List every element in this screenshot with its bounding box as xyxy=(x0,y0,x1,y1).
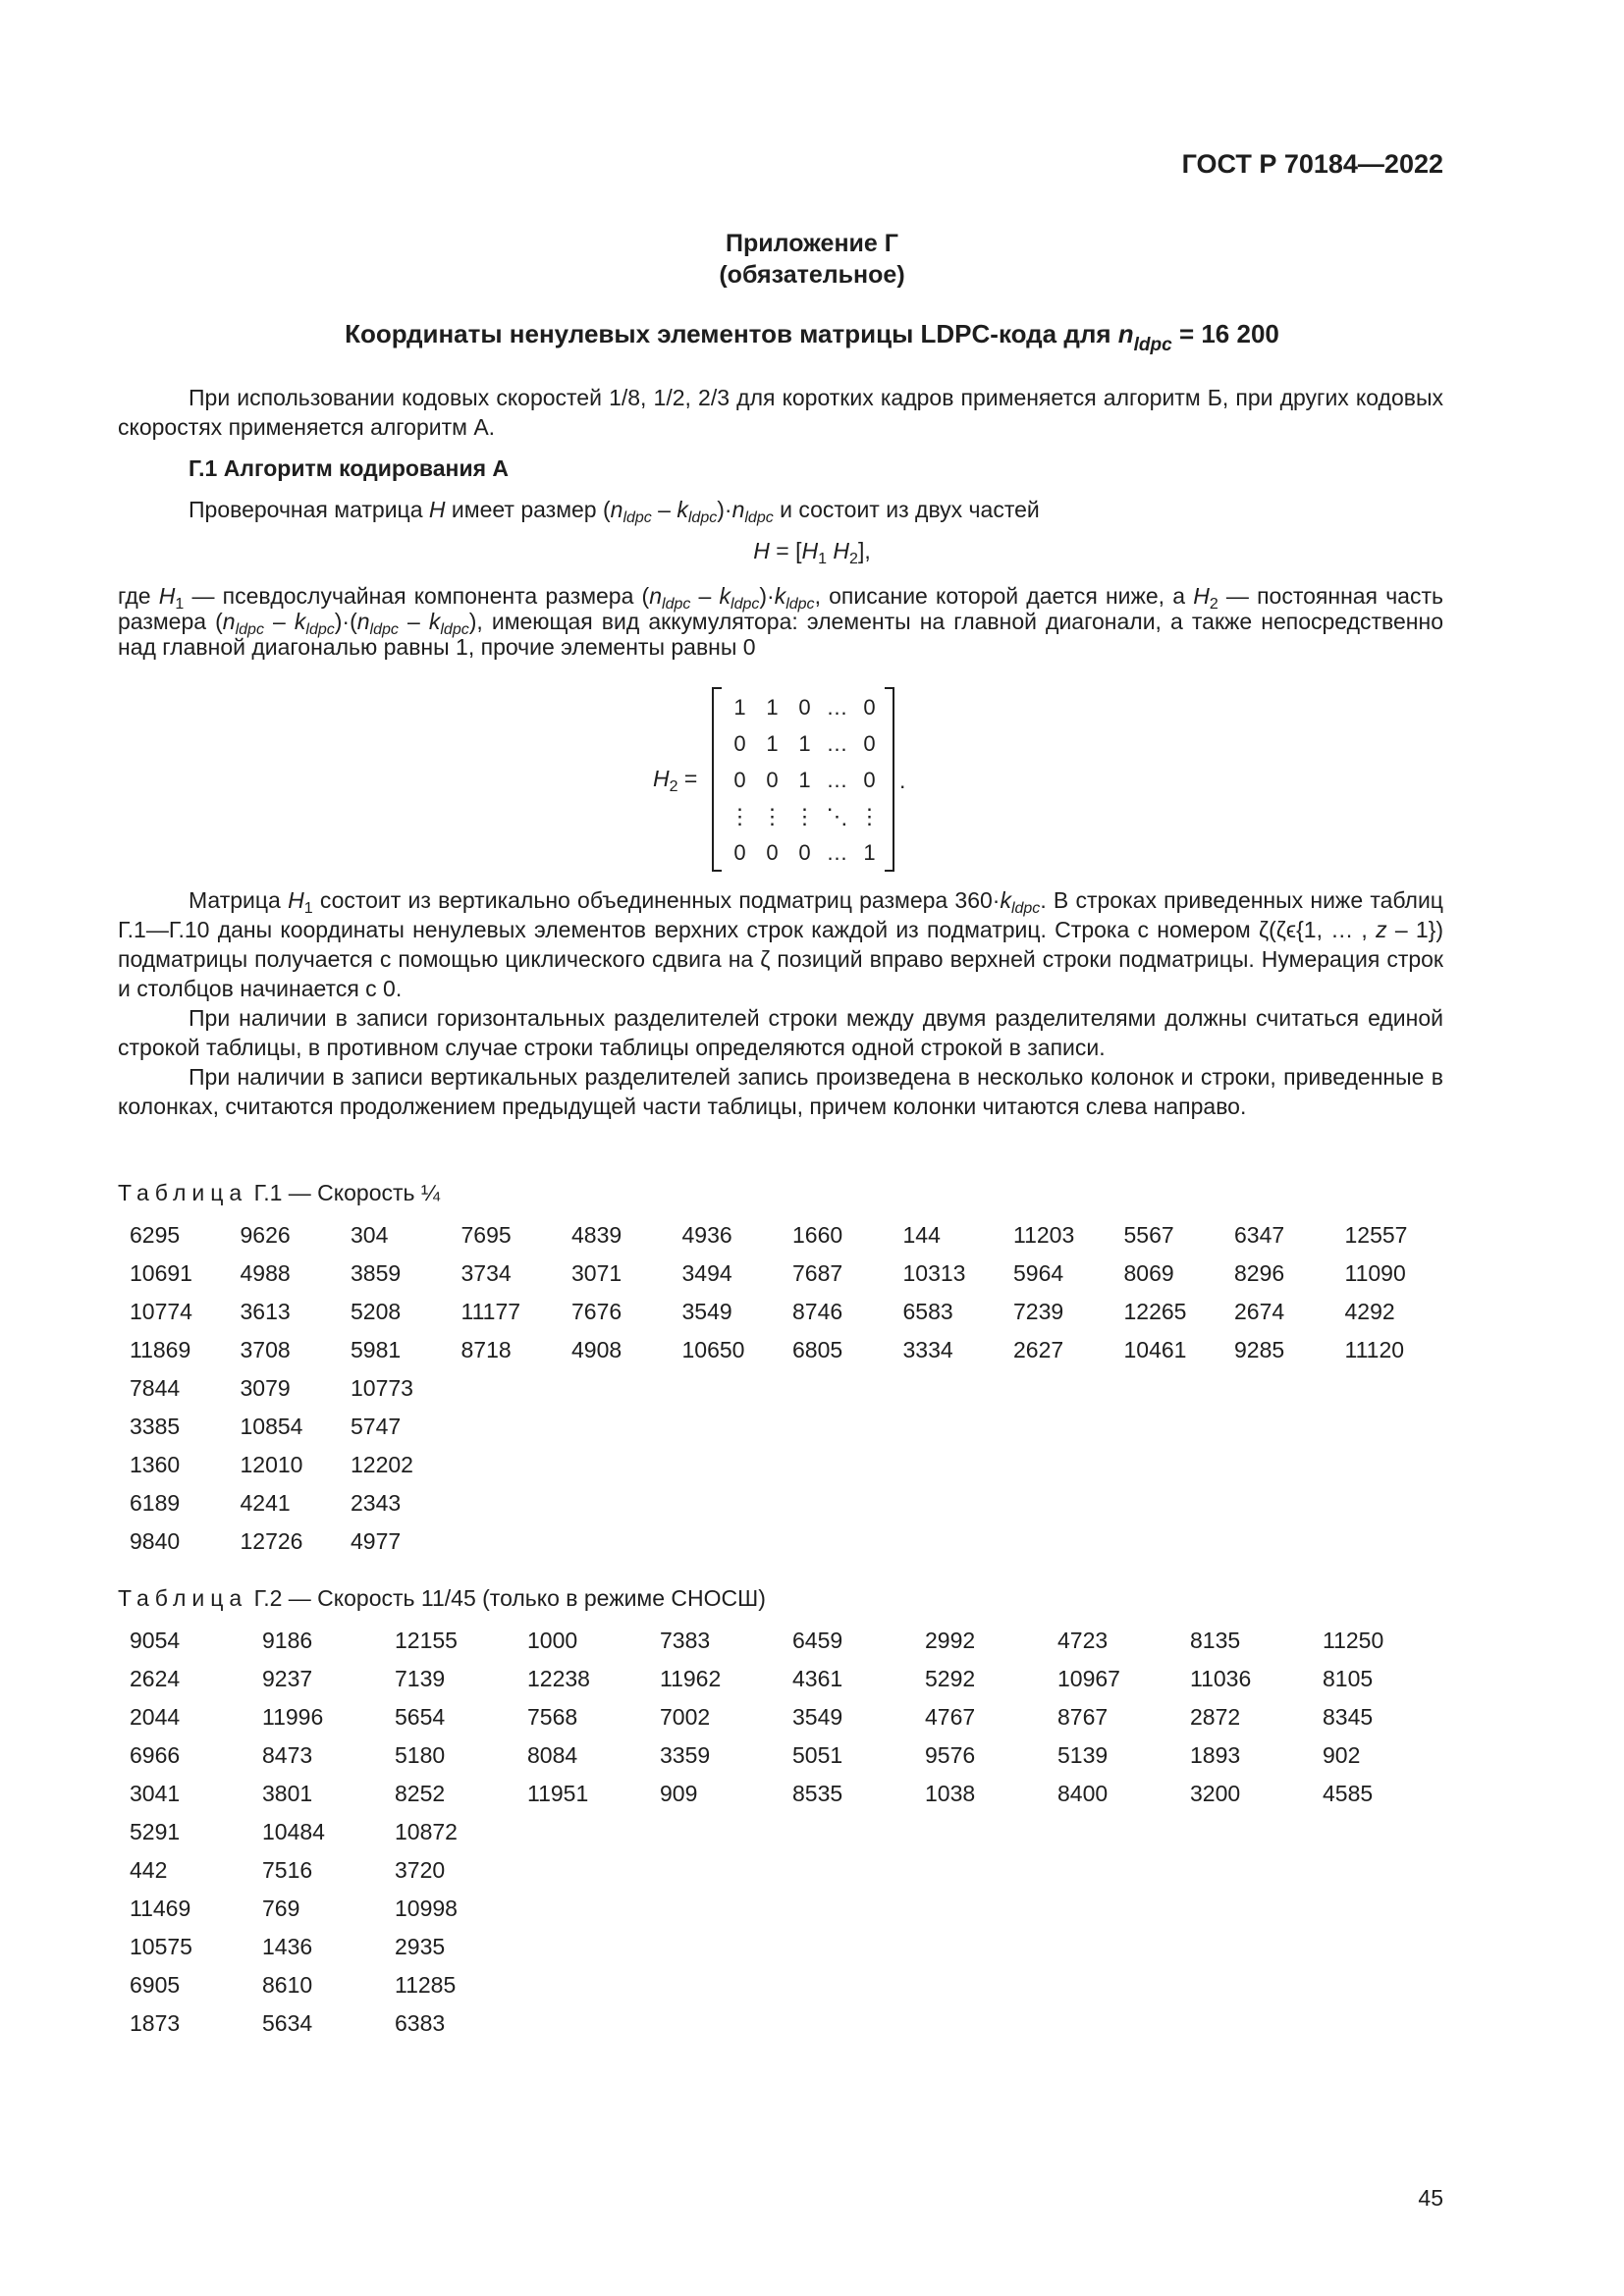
matrix-cell: 0 xyxy=(798,694,811,720)
document-code: ГОСТ Р 70184—2022 xyxy=(1181,149,1443,179)
table-cell xyxy=(1057,1972,1190,2010)
table-cell xyxy=(1345,1490,1456,1528)
matrix-cell: ⋮ xyxy=(729,803,751,828)
table-cell xyxy=(571,1528,682,1567)
paragraph-h-parts: где $H_1$ — псевдослучайная компонента размера $(n_{ldpc} - k_{ldpc})\cdot k_{ldpc}$, описание которой дается ниже, а $H_2$ — постоянная часть размера $(n_{ldpc} - k_{ldpc})\cdot(n_{ldpc} - k_{ldpc})$, имеющая вид аккумулятора: элементы на главной диагонали, а также непосредственно над главной диагональю равны 1, прочие элементы равны 0 xyxy=(118,583,1443,660)
table-cell xyxy=(1190,2010,1323,2049)
table-cell: 10484 xyxy=(262,1819,325,1844)
table-cell xyxy=(792,1528,903,1567)
table-cell: 1873 xyxy=(130,2010,181,2036)
table-cell: 8252 xyxy=(395,1781,446,1806)
table1 xyxy=(130,1222,1455,1567)
matrix-cell: 1 xyxy=(863,839,876,865)
table-cell: 4936 xyxy=(681,1222,732,1248)
table-cell: 10773 xyxy=(351,1375,413,1401)
table-cell: 7568 xyxy=(527,1704,578,1730)
table-cell: 7002 xyxy=(660,1704,711,1730)
matrix-body xyxy=(712,687,894,870)
table-cell: 3720 xyxy=(395,1857,446,1883)
table-cell: 5747 xyxy=(351,1414,402,1439)
table-cell xyxy=(682,1452,793,1490)
matrix-cell: 0 xyxy=(863,694,876,720)
table-cell: 1893 xyxy=(1190,1742,1241,1768)
table-cell: 10998 xyxy=(395,1896,458,1921)
table-cell: 6583 xyxy=(902,1299,953,1324)
table-cell: 12155 xyxy=(395,1628,458,1653)
table-cell xyxy=(461,1490,572,1528)
table-cell: 5567 xyxy=(1123,1222,1174,1248)
table-cell: 3549 xyxy=(792,1704,843,1730)
paragraph-horizontal-separators: При наличии в записи горизонтальных разделителей строки между двумя разделителями должны считаться единой строкой таблицы, в противном случае строки таблицы определяются одной строкой в записи. xyxy=(118,1005,1443,1060)
table-cell xyxy=(461,1452,572,1490)
table-cell xyxy=(903,1528,1014,1567)
table-cell xyxy=(682,1490,793,1528)
table-cell: 4767 xyxy=(925,1704,976,1730)
table-cell: 7383 xyxy=(660,1628,711,1653)
table-cell: 5292 xyxy=(925,1666,976,1691)
table-cell: 10967 xyxy=(1057,1666,1120,1691)
table-cell: 12265 xyxy=(1123,1299,1187,1324)
table-cell: 5964 xyxy=(1013,1260,1064,1286)
formula-h: $H = [H_1$ $H_2$], xyxy=(753,538,871,567)
table-cell xyxy=(1323,1819,1455,1857)
matrix-cell: 0 xyxy=(798,839,811,865)
table-cell: 10313 xyxy=(902,1260,966,1286)
table-cell xyxy=(1190,1972,1323,2010)
table-cell: 5051 xyxy=(792,1742,843,1768)
table-cell: 6905 xyxy=(130,1972,181,1998)
table-cell xyxy=(1234,1414,1345,1452)
table-cell: 4361 xyxy=(792,1666,843,1691)
table-cell xyxy=(903,1375,1014,1414)
table-cell: 8345 xyxy=(1323,1704,1374,1730)
table-cell: 9576 xyxy=(925,1742,976,1768)
matrix-cell: 0 xyxy=(733,839,746,865)
table-cell xyxy=(1057,2010,1190,2049)
table-cell: 4839 xyxy=(571,1222,623,1248)
table-cell: 144 xyxy=(902,1222,941,1248)
table-cell xyxy=(1013,1490,1124,1528)
table-cell xyxy=(1013,1414,1124,1452)
table-cell xyxy=(1057,1857,1190,1896)
matrix-cell: 0 xyxy=(863,730,876,756)
table-cell: 3200 xyxy=(1190,1781,1241,1806)
table-cell: 11250 xyxy=(1323,1628,1384,1653)
left-bracket xyxy=(712,687,722,872)
table-cell: 3734 xyxy=(460,1260,512,1286)
table-cell: 5139 xyxy=(1057,1742,1109,1768)
table-cell xyxy=(1013,1452,1124,1490)
table-cell: 6295 xyxy=(130,1222,181,1248)
table-cell: 4585 xyxy=(1323,1781,1374,1806)
table-cell: 1660 xyxy=(792,1222,843,1248)
matrix-cell: 0 xyxy=(733,730,746,756)
table-cell xyxy=(571,1414,682,1452)
table-cell xyxy=(1234,1375,1345,1414)
table-cell: 4908 xyxy=(571,1337,623,1362)
table-cell: 12557 xyxy=(1344,1222,1408,1248)
table-cell xyxy=(461,1414,572,1452)
table-cell xyxy=(682,1375,793,1414)
matrix-cell: 0 xyxy=(733,767,746,792)
table-cell xyxy=(1124,1375,1235,1414)
annex-title: Приложение Г xyxy=(726,230,898,257)
table-cell xyxy=(461,1528,572,1567)
paragraph-vertical-separators: При наличии в записи вертикальных разделителей запись произведена в несколько колонок и строки, приведенные в колонках, считаются продолжением предыдущей части таблицы, причем колонки читаются слева направо. xyxy=(118,1064,1443,1119)
table-cell xyxy=(660,1934,792,1972)
table-cell xyxy=(1323,2010,1455,2049)
table-cell: 8135 xyxy=(1190,1628,1241,1653)
table-cell xyxy=(925,1819,1057,1857)
table-cell: 11951 xyxy=(527,1781,589,1806)
table-cell xyxy=(1057,1934,1190,1972)
table-cell: 12726 xyxy=(240,1528,303,1554)
table-cell xyxy=(1057,1896,1190,1934)
table-cell xyxy=(660,1896,792,1934)
table-cell: 3708 xyxy=(240,1337,291,1362)
table-cell: 10691 xyxy=(130,1260,192,1286)
table-cell: 11036 xyxy=(1190,1666,1252,1691)
table-cell xyxy=(527,2010,660,2049)
matrix-cell: … xyxy=(826,839,848,865)
table-cell: 3079 xyxy=(240,1375,291,1401)
table-cell xyxy=(1345,1528,1456,1567)
table-cell: 10461 xyxy=(1123,1337,1187,1362)
table-cell xyxy=(461,1375,572,1414)
table-cell: 10650 xyxy=(681,1337,745,1362)
table-cell: 6347 xyxy=(1234,1222,1285,1248)
table-cell xyxy=(792,1896,925,1934)
table-cell: 4988 xyxy=(240,1260,291,1286)
table-cell xyxy=(1057,1819,1190,1857)
table-cell xyxy=(925,1857,1057,1896)
matrix-cell: 1 xyxy=(798,730,811,756)
table-cell: 8105 xyxy=(1323,1666,1374,1691)
paragraph-h1-description: Матрица $H_1$ состоит из вертикально объединенных подматриц размера $360\cdot k_{ldpc}$. В строках приведенных ниже таблиц Г.1—Г.10 даны координаты ненулевых элементов верхних строк каждой из подматриц. Строка с номером ζ(ζϵ{1, … , z – 1}) подматрицы получается с помощью циклического сдвига на ζ позиций вправо верхней строки подматрицы. Нумерация строк и столбцов начинается с 0. При наличии в записи горизонтальных разделителей строки между двумя разделителями должны считаться единой строкой таблицы, в противном случае строки таблицы определяются одной строкой в записи. При наличии в записи вертикальных разделителей запись произведена в несколько колонок и строки, приведенные в колонках, считаются продолжением предыдущей части таблицы, причем колонки читаются слева направо. xyxy=(118,887,1443,1119)
table-cell: 11120 xyxy=(1344,1337,1405,1362)
table-cell: 8473 xyxy=(262,1742,313,1768)
table-cell xyxy=(1124,1528,1235,1567)
table-cell: 9237 xyxy=(262,1666,313,1691)
table-cell: 10872 xyxy=(395,1819,458,1844)
matrix-cell: ⋮ xyxy=(793,803,816,828)
table-cell: 3549 xyxy=(681,1299,732,1324)
table-cell: 3613 xyxy=(240,1299,291,1324)
table-cell xyxy=(1013,1528,1124,1567)
table-cell xyxy=(1124,1452,1235,1490)
table-cell: 4292 xyxy=(1344,1299,1395,1324)
table-cell: 9840 xyxy=(130,1528,181,1554)
table-cell: 9285 xyxy=(1234,1337,1285,1362)
table-cell: 8535 xyxy=(792,1781,843,1806)
table-cell xyxy=(660,2010,792,2049)
table-cell: 11869 xyxy=(130,1337,191,1362)
table-cell xyxy=(571,1490,682,1528)
table-cell: 4977 xyxy=(351,1528,402,1554)
matrix-cell: 0 xyxy=(766,839,779,865)
table-cell: 2624 xyxy=(130,1666,181,1691)
table-cell: 3359 xyxy=(660,1742,711,1768)
table-cell xyxy=(660,1972,792,2010)
table-cell: 6189 xyxy=(130,1490,181,1516)
table-cell xyxy=(1124,1490,1235,1528)
table-cell xyxy=(571,1375,682,1414)
table-cell: 11285 xyxy=(395,1972,457,1998)
table-cell: 12010 xyxy=(240,1452,303,1477)
matrix-end: . xyxy=(899,768,906,793)
table-cell: 3071 xyxy=(571,1260,623,1286)
table-cell: 10774 xyxy=(130,1299,192,1324)
table-cell xyxy=(682,1414,793,1452)
table-cell: 7676 xyxy=(571,1299,623,1324)
table2-caption: Таблица Г.2 — Скорость 11/45 (только в режиме СНОСШ) xyxy=(118,1585,766,1611)
table-cell: 3859 xyxy=(351,1260,402,1286)
matrix-cell: … xyxy=(826,730,848,756)
table-cell: 1038 xyxy=(925,1781,976,1806)
table-cell: 304 xyxy=(351,1222,389,1248)
table-cell: 8084 xyxy=(527,1742,578,1768)
matrix-cell: 0 xyxy=(766,767,779,792)
table-cell xyxy=(792,1972,925,2010)
table-cell: 5634 xyxy=(262,2010,313,2036)
table-cell: 8400 xyxy=(1057,1781,1109,1806)
table-cell xyxy=(527,1857,660,1896)
table-cell: 902 xyxy=(1323,1742,1361,1768)
table-cell: 5208 xyxy=(351,1299,402,1324)
table-cell: 769 xyxy=(262,1896,300,1921)
table-cell: 8296 xyxy=(1234,1260,1285,1286)
table2 xyxy=(130,1628,1455,2049)
table-cell xyxy=(1190,1896,1323,1934)
table-cell: 8767 xyxy=(1057,1704,1109,1730)
table-cell xyxy=(792,1375,903,1414)
table-cell: 3385 xyxy=(130,1414,181,1439)
table-cell: 6383 xyxy=(395,2010,446,2036)
table-cell: 2935 xyxy=(395,1934,446,1959)
table-cell: 11090 xyxy=(1344,1260,1406,1286)
table-cell: 7687 xyxy=(792,1260,843,1286)
table-cell: 10575 xyxy=(130,1934,192,1959)
table-cell: 2627 xyxy=(1013,1337,1064,1362)
table-cell: 4723 xyxy=(1057,1628,1109,1653)
table-cell xyxy=(1124,1414,1235,1452)
matrix-cell: 1 xyxy=(798,767,811,792)
table-cell: 1436 xyxy=(262,1934,313,1959)
table-cell: 8069 xyxy=(1123,1260,1174,1286)
table-cell xyxy=(925,1972,1057,2010)
table-cell: 2992 xyxy=(925,1628,976,1653)
table-cell xyxy=(527,1819,660,1857)
matrix-cell: ⋱ xyxy=(826,803,848,828)
table-cell xyxy=(792,1452,903,1490)
table-cell xyxy=(792,1819,925,1857)
table-cell xyxy=(1234,1452,1345,1490)
table-cell: 6805 xyxy=(792,1337,843,1362)
table-cell xyxy=(1323,1896,1455,1934)
table-cell: 3334 xyxy=(902,1337,953,1362)
table-cell xyxy=(1234,1490,1345,1528)
matrix-cell: 0 xyxy=(863,767,876,792)
table-cell xyxy=(527,1934,660,1972)
matrix-cell: ⋮ xyxy=(858,803,881,828)
table-cell: 2044 xyxy=(130,1704,181,1730)
table-cell: 2674 xyxy=(1234,1299,1285,1324)
table-cell xyxy=(925,2010,1057,2049)
table-cell: 4241 xyxy=(240,1490,291,1516)
table-cell: 3494 xyxy=(681,1260,732,1286)
table-cell: 11203 xyxy=(1013,1222,1075,1248)
table-cell: 5981 xyxy=(351,1337,402,1362)
table-cell: 2343 xyxy=(351,1490,402,1516)
table-cell xyxy=(792,1414,903,1452)
table-cell: 3041 xyxy=(130,1781,181,1806)
table-cell: 11177 xyxy=(460,1299,521,1324)
matrix-cell: 1 xyxy=(766,694,779,720)
table-cell xyxy=(1323,1972,1455,2010)
table-cell xyxy=(660,1857,792,1896)
table-cell xyxy=(1323,1934,1455,1972)
table-cell xyxy=(682,1528,793,1567)
table-cell: 5291 xyxy=(130,1819,181,1844)
table-cell: 5180 xyxy=(395,1742,446,1768)
table-cell xyxy=(792,1490,903,1528)
table-cell: 11962 xyxy=(660,1666,722,1691)
table-cell xyxy=(660,1819,792,1857)
matrix-cell: 1 xyxy=(766,730,779,756)
table-cell xyxy=(903,1414,1014,1452)
table-cell: 10854 xyxy=(240,1414,303,1439)
table-cell: 7844 xyxy=(130,1375,181,1401)
paragraph-check-matrix: Проверочная матрица H имеет размер $(n_{ldpc} - k_{ldpc})\cdot n_{ldpc}$ и состоит из двух частей xyxy=(189,497,1040,526)
right-bracket xyxy=(885,687,894,872)
annex-status: (обязательное) xyxy=(719,261,905,289)
table-cell: 6966 xyxy=(130,1742,181,1768)
table-cell xyxy=(1013,1375,1124,1414)
table-cell: 7695 xyxy=(460,1222,512,1248)
table-cell xyxy=(527,1972,660,2010)
table-cell xyxy=(792,1857,925,1896)
table-cell: 6459 xyxy=(792,1628,843,1653)
table-cell: 442 xyxy=(130,1857,168,1883)
matrix-cell: … xyxy=(826,767,848,792)
table-cell: 12202 xyxy=(351,1452,413,1477)
page-number: 45 xyxy=(1418,2185,1443,2211)
table-cell: 7516 xyxy=(262,1857,313,1883)
table-cell xyxy=(1190,1857,1323,1896)
table-cell: 11469 xyxy=(130,1896,191,1921)
table-cell xyxy=(1190,1819,1323,1857)
matrix-cell: ⋮ xyxy=(761,803,784,828)
table-cell: 9626 xyxy=(240,1222,291,1248)
matrix-grid xyxy=(724,689,887,871)
table-cell: 12238 xyxy=(527,1666,590,1691)
table-cell: 1000 xyxy=(527,1628,578,1653)
table-cell xyxy=(1345,1414,1456,1452)
table1-caption: Таблица Г.1 — Скорость ¼ xyxy=(118,1180,441,1205)
table-cell xyxy=(1345,1452,1456,1490)
table-cell xyxy=(1323,1857,1455,1896)
table-cell: 3801 xyxy=(262,1781,313,1806)
matrix-label: $H_2$ = xyxy=(653,766,698,795)
table-cell xyxy=(1345,1375,1456,1414)
table-cell: 5654 xyxy=(395,1704,446,1730)
table-cell xyxy=(1234,1528,1345,1567)
matrix-cell: 1 xyxy=(733,694,746,720)
table-cell: 11996 xyxy=(262,1704,324,1730)
table-cell: 2872 xyxy=(1190,1704,1241,1730)
table-cell: 7239 xyxy=(1013,1299,1064,1324)
table-cell xyxy=(792,2010,925,2049)
table-cell: 1360 xyxy=(130,1452,181,1477)
matrix-h2 xyxy=(648,687,923,874)
table-cell: 8746 xyxy=(792,1299,843,1324)
table-cell xyxy=(571,1452,682,1490)
intro-paragraph: При использовании кодовых скоростей 1/8, 1/2, 2/3 для коротких кадров применяется алгоритм Б, при других кодовых скоростях применяется алгоритм А. xyxy=(118,385,1443,440)
table-cell xyxy=(527,1896,660,1934)
table-cell: 9186 xyxy=(262,1628,313,1653)
section-title: Г.1 Алгоритм кодирования А xyxy=(189,455,510,481)
table-cell xyxy=(792,1934,925,1972)
table-cell xyxy=(925,1934,1057,1972)
table-cell xyxy=(903,1490,1014,1528)
matrix-cell: … xyxy=(826,694,848,720)
table-cell: 909 xyxy=(660,1781,698,1806)
annex-heading xyxy=(0,228,1624,291)
table-cell xyxy=(1190,1934,1323,1972)
table-cell xyxy=(925,1896,1057,1934)
page-title: Координаты ненулевых элементов матрицы LDPC-кода для $n_{ldpc} = 16$ 200 xyxy=(345,319,1279,355)
table-cell: 7139 xyxy=(395,1666,446,1691)
table-cell xyxy=(903,1452,1014,1490)
table-cell: 8718 xyxy=(460,1337,512,1362)
table-cell: 8610 xyxy=(262,1972,313,1998)
table-cell: 9054 xyxy=(130,1628,181,1653)
